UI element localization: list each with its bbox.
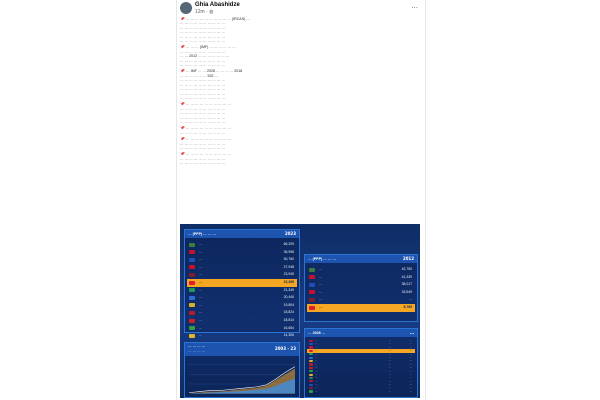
table-row <box>307 281 415 289</box>
post-text: … … … … … … 532 … <box>180 73 219 78</box>
post-text: … … … … … … … … … … <box>180 145 225 150</box>
post-text: … … … … … … … … … … <box>180 39 225 44</box>
country-name: … <box>199 279 203 284</box>
post-text: … … … … … … … … … … <box>180 34 225 39</box>
gdp-value: 22,365 <box>283 279 294 284</box>
flag-icon <box>189 326 195 330</box>
pin-icon: 📌 <box>180 102 185 107</box>
ratio-value: … <box>409 369 412 373</box>
pin-icon: 📌 <box>180 152 185 157</box>
gdp-2023-title: … (PPP) … … … <box>185 230 299 238</box>
gdp-value: 8,769 <box>403 304 412 309</box>
post-paragraph <box>180 137 420 150</box>
country-name: … <box>315 339 318 342</box>
growth-chart <box>189 357 295 394</box>
post-time[interactable] <box>195 9 214 15</box>
ratio-value: … <box>409 345 412 349</box>
gdp-2012-panel <box>304 254 418 322</box>
table-row <box>307 274 415 282</box>
gdp-value: 18,814 <box>283 317 294 322</box>
country-name: … <box>315 369 318 373</box>
post-text: … … … … … … … … … … <box>185 102 231 107</box>
country-name: … <box>199 257 203 262</box>
gdp-value: … <box>388 345 391 349</box>
post-text-line <box>180 120 420 124</box>
country-name: … <box>315 362 318 366</box>
gdp-value: … <box>388 349 391 353</box>
flag-icon <box>189 258 195 262</box>
gdp-value: 16,654 <box>283 325 294 330</box>
gdp-value: … <box>388 389 391 393</box>
post-paragraph <box>180 102 420 124</box>
post-text: … … … … … … … … … … <box>180 25 225 30</box>
country-name: … <box>199 264 203 269</box>
country-name: … <box>199 295 203 300</box>
table-row <box>307 289 415 297</box>
flag-icon <box>309 275 315 279</box>
post-body <box>180 17 420 217</box>
post-paragraph <box>180 45 420 67</box>
gdp-value: 42,750 <box>401 267 412 271</box>
post-text: … … … … … … … … … … <box>180 95 225 100</box>
post-paragraph <box>180 152 420 165</box>
country-name: … <box>315 352 318 356</box>
post-text: … … … … … … … … … … <box>180 106 225 111</box>
table-row <box>307 390 415 393</box>
flag-icon <box>189 273 195 277</box>
ratio-value: … <box>409 349 412 353</box>
table-row <box>187 309 297 317</box>
country-name: … <box>199 333 203 338</box>
gdp-value: … <box>388 369 391 373</box>
gdp-value: … <box>388 359 391 363</box>
gdp-value: … <box>388 355 391 359</box>
country-name: … <box>319 267 323 271</box>
post-text: … … … … … … … … … … <box>180 30 225 35</box>
table-row-highlighted <box>187 279 297 287</box>
country-name: … <box>319 304 323 309</box>
flag-icon <box>189 265 195 269</box>
country-name: … <box>319 297 323 302</box>
gdp-2023-year: 2023 <box>284 231 296 236</box>
post-header <box>180 2 420 16</box>
gdp-value: … <box>388 342 391 346</box>
post-text: … … … … … … … … … … <box>185 126 231 131</box>
pin-icon: 📌 <box>180 69 185 74</box>
post-text: … … … … … … … … … … <box>180 82 225 87</box>
country-name: … <box>315 345 318 349</box>
post-text-line <box>180 96 420 100</box>
infographic-image[interactable] <box>180 224 420 398</box>
gdp-2028-title: … 2028 … <box>305 329 417 337</box>
gdp-2012-year: 2012 <box>402 256 414 261</box>
table-row <box>187 317 297 325</box>
flag-icon <box>189 288 195 292</box>
growth-chart-panel <box>184 342 300 398</box>
author-name[interactable]: Ghia Abashidze <box>195 2 240 8</box>
gdp-2028-col2: … <box>410 330 414 335</box>
country-name: … <box>315 355 318 359</box>
table-row <box>187 325 297 333</box>
post-text: … … … … … … … … … … <box>180 87 225 92</box>
country-name: … <box>315 386 318 390</box>
flag-icon <box>309 268 315 272</box>
country-name: … <box>315 366 318 370</box>
gdp-value: 18,824 <box>283 310 294 315</box>
post-text: … … … … … … … … … … <box>180 91 225 96</box>
country-name: … <box>199 325 203 330</box>
table-row-highlighted <box>307 304 415 312</box>
gdp-value: … <box>408 297 412 302</box>
post-text: … … … … … … … … … … <box>180 58 225 63</box>
flag-icon <box>309 390 313 392</box>
gdp-value: … <box>388 372 391 376</box>
post-text: … … … … … … … … … … <box>180 130 225 135</box>
flag-icon <box>189 319 195 323</box>
flag-icon <box>309 298 315 302</box>
gdp-2023-panel <box>184 229 300 338</box>
ratio-value: … <box>409 355 412 359</box>
gdp-value: 21,349 <box>283 287 294 292</box>
gdp-value: … <box>388 376 391 380</box>
ratio-value: … <box>409 359 412 363</box>
flag-icon <box>189 311 195 315</box>
country-name: … <box>315 389 318 393</box>
ratio-value: … <box>409 342 412 346</box>
ratio-value: … <box>409 372 412 376</box>
table-row <box>187 332 297 340</box>
post-text-line <box>180 161 420 165</box>
flag-icon <box>309 290 315 294</box>
country-name: … <box>319 274 323 279</box>
post-text: … … … … … … … … … … <box>180 119 225 124</box>
post-text-line <box>180 63 420 67</box>
flag-icon <box>309 306 315 310</box>
ratio-value: … <box>409 352 412 356</box>
post-text: … … … … … … … … … … <box>180 115 225 120</box>
gdp-value: … <box>388 362 391 366</box>
growth-chart-title: … … … … <box>188 344 206 348</box>
globe-icon: · ◍ <box>206 9 214 15</box>
table-row <box>187 256 297 264</box>
post-text: … … … … … … … … … … (IRCAS) … <box>185 17 250 21</box>
post-text: … … … … … … … … … … <box>185 152 231 157</box>
country-name: … <box>315 372 318 376</box>
post-time-text: 12m <box>195 9 205 15</box>
flag-icon <box>189 303 195 307</box>
post-paragraph <box>180 69 420 100</box>
country-name: … <box>315 376 318 380</box>
post-text: … … … … … … … … … … <box>180 156 225 161</box>
ratio-value: … <box>409 383 412 387</box>
gdp-2028-rows <box>307 339 415 393</box>
post-paragraph <box>180 126 420 135</box>
gdp-value: … <box>388 379 391 383</box>
post-text: … … … … … … … … … … <box>180 49 225 54</box>
gdp-value: … <box>388 383 391 387</box>
post-text: … … … … … … … … … … <box>180 111 225 116</box>
gdp-2023-rows <box>187 241 297 340</box>
post-text: … … … … … … … … … … <box>180 161 225 166</box>
table-row <box>187 287 297 295</box>
gdp-value: 30,760 <box>283 257 294 262</box>
author-avatar[interactable] <box>180 2 192 14</box>
post-text: … IMF … … 2028 … … … … 2018 <box>185 69 243 74</box>
post-text: … … … … … … … … … … <box>185 137 231 142</box>
country-name: … <box>199 317 203 322</box>
gdp-value: 23,949 <box>283 272 294 277</box>
flag-icon <box>189 250 195 254</box>
gdp-value: … <box>388 386 391 390</box>
gdp-value: 33,549 <box>401 289 412 294</box>
table-row <box>187 271 297 279</box>
table-row <box>187 249 297 257</box>
post-text: … … … … … … … … … … <box>180 78 225 83</box>
post-text: … … … … … … … … … … <box>180 141 225 146</box>
ratio-value: … <box>409 366 412 370</box>
growth-chart-subtitle: … … … … <box>188 349 206 353</box>
gdp-value: 66,209 <box>283 242 294 246</box>
flag-icon <box>189 296 195 300</box>
gdp-2028-panel <box>304 328 418 398</box>
country-name: … <box>315 342 318 346</box>
post-text-line <box>180 131 420 135</box>
country-name: … <box>319 282 323 287</box>
ratio-value: … <box>409 362 412 366</box>
post-text: … … … … … … … … … … <box>180 21 225 26</box>
gdp-value: 36,998 <box>283 249 294 254</box>
ratio-value: … <box>409 389 412 393</box>
gdp-value: 27,948 <box>283 264 294 269</box>
post-paragraph <box>180 17 420 43</box>
country-name: … <box>199 272 203 277</box>
gdp-value: 20,440 <box>283 295 294 300</box>
flag-icon <box>189 281 195 285</box>
table-row <box>187 294 297 302</box>
ratio-value: … <box>409 376 412 380</box>
post-text-line <box>180 39 420 43</box>
flag-icon <box>309 283 315 287</box>
table-row <box>187 302 297 310</box>
pin-icon: 📌 <box>180 137 185 142</box>
gdp-2012-rows <box>307 266 415 312</box>
ratio-value: … <box>409 339 412 342</box>
country-name: … <box>315 383 318 387</box>
gdp-value: 14,306 <box>283 333 294 338</box>
table-row <box>307 266 415 274</box>
pin-icon: 📌 <box>180 17 185 21</box>
country-name: … <box>315 359 318 363</box>
pin-icon: 📌 <box>180 45 185 50</box>
gdp-2012-title: … (PPP) … … … <box>305 255 417 263</box>
country-name: … <box>315 349 318 353</box>
gdp-value: … <box>388 339 391 342</box>
post-text: … … 2012 … … … … … … … <box>180 54 230 59</box>
post-text: … … … (IMF) … … … … … … <box>185 45 236 50</box>
ratio-value: … <box>409 379 412 383</box>
country-name: … <box>315 379 318 383</box>
country-name: … <box>199 287 203 292</box>
country-name: … <box>199 310 203 315</box>
flag-icon <box>189 334 195 338</box>
country-name: … <box>199 302 203 307</box>
country-name: … <box>199 249 203 254</box>
facebook-post <box>176 0 426 400</box>
country-name: … <box>319 289 323 294</box>
growth-chart-years: 2003 - 23 <box>274 346 296 351</box>
table-row <box>187 264 297 272</box>
post-text: … … … … … … … … … … <box>180 63 225 68</box>
table-row <box>187 241 297 249</box>
gdp-value: 41,339 <box>401 274 412 279</box>
gdp-value: 19,804 <box>283 302 294 307</box>
post-text-line <box>180 146 420 150</box>
table-row <box>307 296 415 304</box>
more-options-icon[interactable]: ··· <box>411 4 418 12</box>
pin-icon: 📌 <box>180 126 185 131</box>
gdp-value: 38,017 <box>401 282 412 287</box>
gdp-value: … <box>388 366 391 370</box>
ratio-value: … <box>409 386 412 390</box>
gdp-value: … <box>388 352 391 356</box>
flag-icon <box>189 243 195 247</box>
country-name: … <box>199 242 203 246</box>
